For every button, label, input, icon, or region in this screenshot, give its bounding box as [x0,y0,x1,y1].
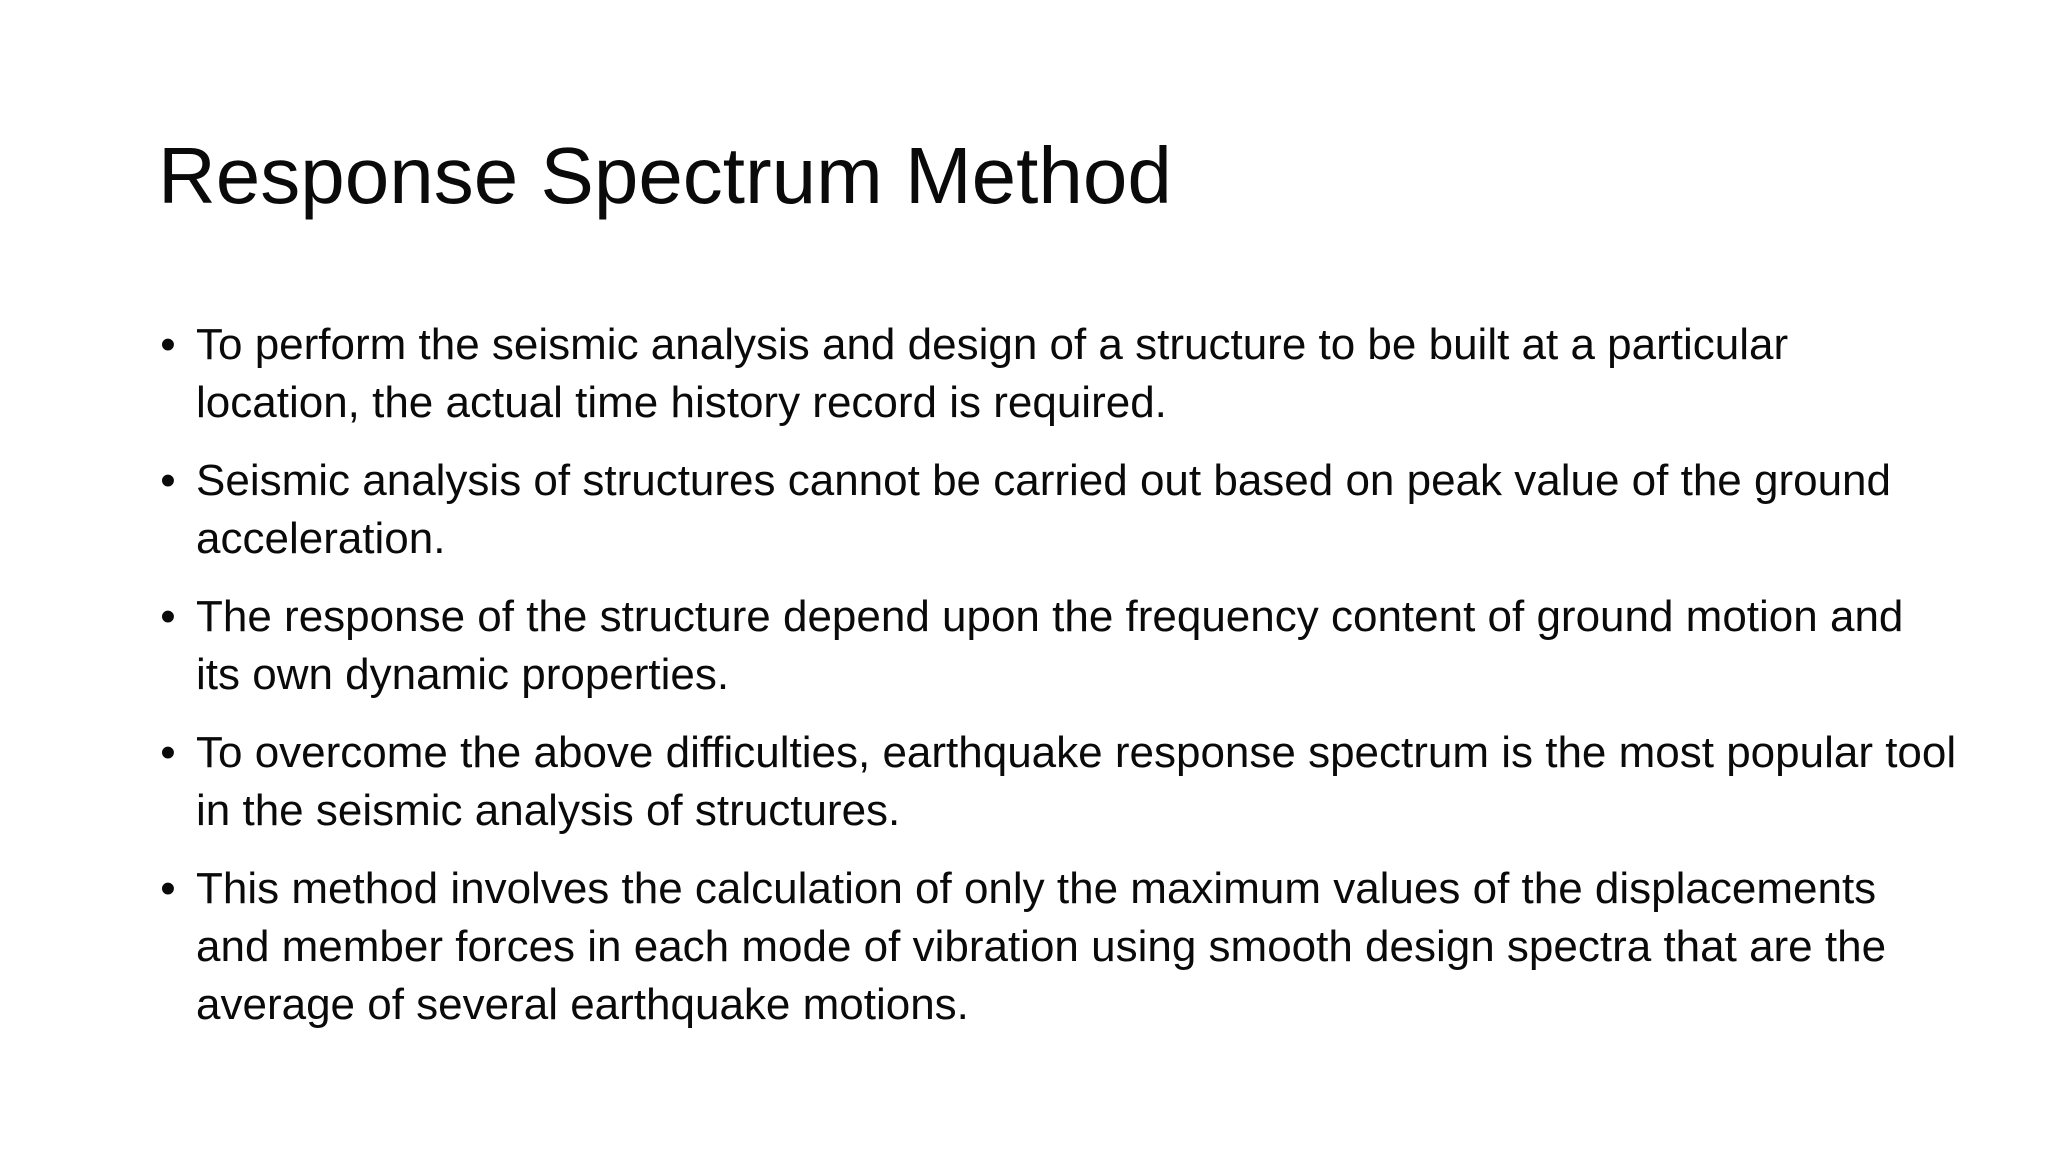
bullet-text: To perform the seismic analysis and design of a structure to be built at a particular location, the actual time history record is required. [196,320,1789,427]
bullet-list [158,316,1958,1054]
slide-title: Response Spectrum Method [158,131,1172,220]
bullet-dot-icon: • [160,728,176,777]
bullet-dot-icon: • [160,456,176,505]
bullet-text: To overcome the above difficulties, earthquake response spectrum is the most popular tool in the seismic analysis of structures. [196,728,1957,835]
bullet-text: Seismic analysis of structures cannot be carried out based on peak value of the ground acceleration. [196,456,1891,563]
bullet-item-3 [158,588,1958,704]
bullet-text: The response of the structure depend upon the frequency content of ground motion and its own dynamic properties. [196,592,1904,699]
bullet-item-5 [158,860,1958,1034]
bullet-item-2 [158,452,1958,568]
bullet-dot-icon: • [160,320,176,369]
bullet-dot-icon: • [160,592,176,641]
bullet-item-4 [158,724,1958,840]
bullet-text: This method involves the calculation of only the maximum values of the displacements and member forces in each mode of vibration using smooth design spectra that are the average of several earthquake motions. [196,864,1887,1029]
bullet-dot-icon: • [160,864,176,913]
bullet-item-1 [158,316,1958,432]
